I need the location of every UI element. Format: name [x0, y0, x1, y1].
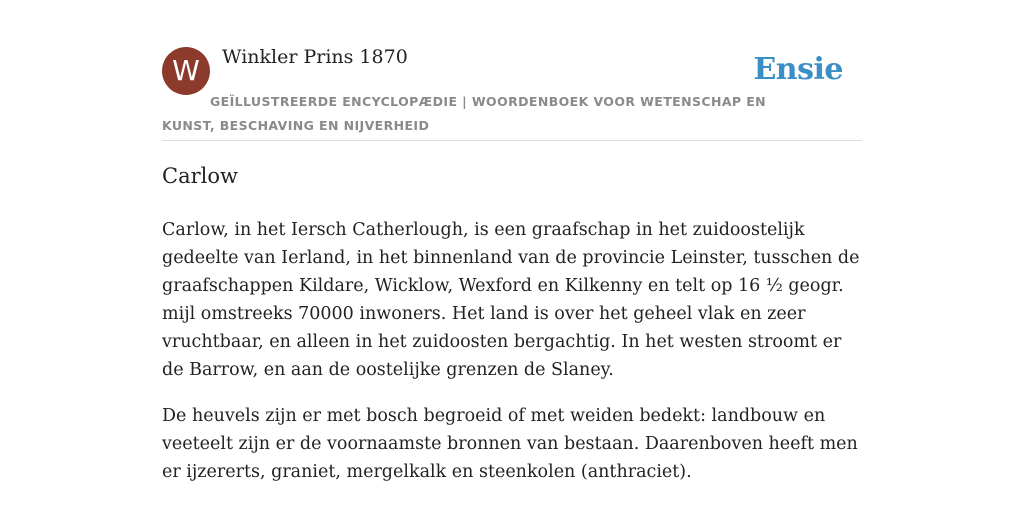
- article-body: [162, 216, 868, 504]
- article-paragraph: De heuvels zijn er met bosch begroeid of met weiden bedekt: landbouw en veeteelt zijn er de voornaamste bronnen van bestaan. Daarenboven heeft men er ijzererts, graniet, mergelkalk en steenkolen (anthraciet).: [162, 406, 858, 482]
- source-title[interactable]: Winkler Prins 1870: [222, 46, 408, 68]
- page: [162, 0, 862, 482]
- article-title: Carlow: [162, 164, 238, 188]
- brand-logo[interactable]: Ensie: [753, 52, 843, 87]
- avatar[interactable]: W: [162, 47, 210, 95]
- article-paragraph: Carlow, in het Iersch Catherlough, is een graafschap in het zuidoostelijk gedeelte van Ierland, in het binnenland van de provincie Leinster, tusschen de graafschappen Kildare, Wicklow, Wexford en Kilkenny en telt op 16 ½ geogr. mijl omstreeks 70000 inwoners. Het land is over het geheel vlak en zeer vruchtbaar, en alleen in het zuidoosten bergachtig. In het westen stroomt er de Barrow, en aan de oostelijke grenzen de Slaney.: [162, 220, 860, 380]
- source-subtitle: GEÏLLUSTREERDE ENCYCLOPÆDIE | WOORDENBOEK VOOR WETENSCHAP EN KUNST, BESCHAVING EN NIJVERHEID: [162, 94, 767, 133]
- header: [162, 0, 862, 141]
